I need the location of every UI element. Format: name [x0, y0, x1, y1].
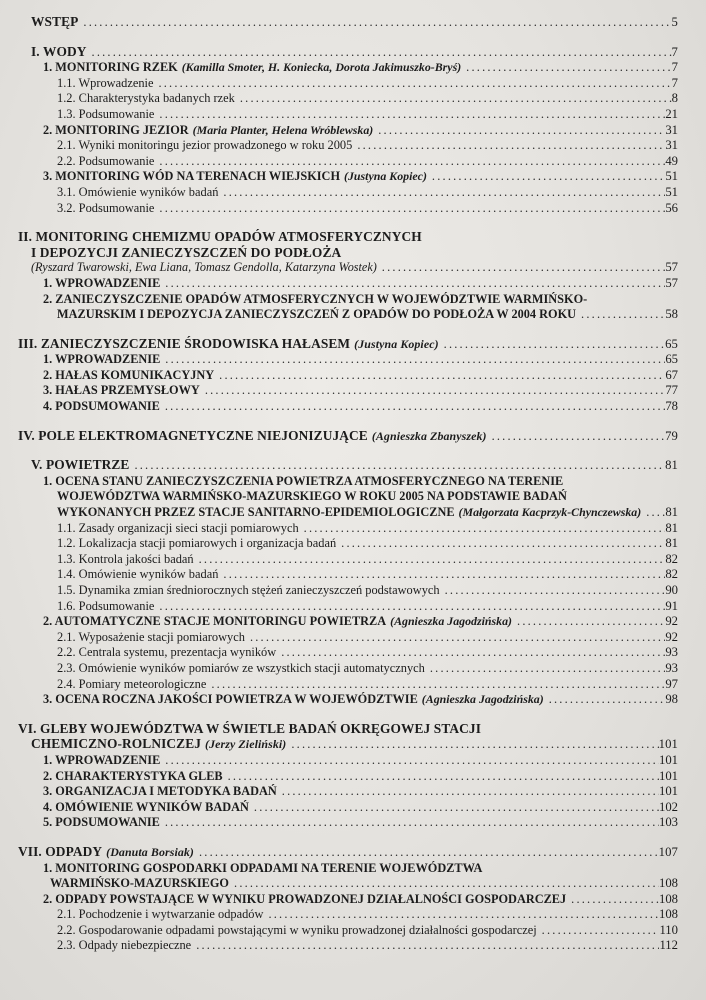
toc-leader-dots: [377, 260, 666, 276]
toc-page-number: 49: [665, 153, 678, 168]
toc-leader-dots: [200, 383, 666, 399]
toc-entry-label: WARMIŃSKO-MAZURSKIEGO: [50, 876, 230, 891]
toc-entry-label: 3.1. Omówienie wyników badań: [57, 184, 219, 199]
toc-page-number: 108: [658, 891, 678, 906]
toc-leader-dots: [160, 352, 665, 368]
toc-leader-dots: [153, 76, 671, 92]
toc-entry: [43, 123, 678, 139]
toc-page-number: 81: [665, 505, 678, 520]
toc-entry-author: (Maria Planter, Helena Wróblewska): [192, 122, 374, 137]
toc-entry-label: 5. PODSUMOWANIE: [43, 815, 160, 830]
toc-entry-label: 2.3. Omówienie wyników pomiarów ze wszystkich stacji automatycznych: [57, 660, 425, 675]
toc-entry-author: (Justyna Kopiec): [344, 169, 427, 184]
toc-entry: [57, 138, 678, 154]
toc-entry-label: 2. CHARAKTERYSTYKA GLEB: [43, 768, 223, 783]
toc-entry-author: (Danuta Borsiak): [106, 844, 194, 859]
toc-entry-label: 1. OCENA STANU ZANIECZYSZCZENIA POWIETRZA ATMOSFERYCZNEGO NA TERENIE: [43, 473, 564, 488]
toc-entry-label: 3. ORGANIZACJA I METODYKA BADAŃ: [43, 784, 277, 799]
toc-entry-label: 2.1. Wyposażenie stacji pomiarowych: [57, 629, 245, 644]
toc-leader-dots: [160, 276, 665, 292]
toc-page-number: 98: [665, 692, 678, 707]
toc-entry: [43, 399, 678, 415]
toc-page-number: 93: [665, 645, 678, 660]
toc-entry-author: (Agnieszka Zbanyszek): [371, 428, 487, 443]
toc-leader-dots: [440, 583, 666, 599]
toc-page-number: 51: [665, 184, 678, 199]
toc-entry-label: 4. OMÓWIENIE WYNIKÓW BADAŃ: [43, 799, 249, 814]
toc-leader-dots: [537, 923, 660, 939]
toc-page-number: 65: [665, 336, 678, 351]
toc-entry: [43, 769, 678, 785]
toc-page-number: 31: [665, 138, 678, 153]
toc-entry-label: 2.2. Centrala systemu, prezentacja wyników: [57, 645, 277, 660]
toc-entry: [43, 800, 678, 816]
toc-leader-dots: [512, 614, 665, 630]
toc-entry: [43, 169, 678, 185]
toc-entry: [57, 521, 678, 537]
toc-leader-dots: [223, 769, 659, 785]
toc-entry-label: 1. WPROWADZENIE: [43, 752, 161, 767]
toc-page-number: 92: [665, 629, 678, 644]
toc-page-number: 79: [665, 428, 678, 443]
toc-leader-dots: [160, 815, 659, 831]
toc-entry: [31, 736, 678, 753]
toc-entry-label: 2. ODPADY POWSTAJĄCE W WYNIKU PROWADZONEJ DZIAŁALNOŚCI GOSPODARCZEJ: [43, 891, 567, 906]
toc-page-number: 107: [658, 844, 678, 859]
toc-entry-label: (Ryszard Twarowski, Ewa Liana, Tomasz Gendolla, Katarzyna Wostek): [31, 260, 377, 275]
toc-leader-dots: [277, 784, 659, 800]
toc-page-number: 7: [671, 44, 678, 59]
toc-leader-dots: [154, 599, 665, 615]
toc-leader-dots: [129, 458, 665, 474]
toc-page-number: 31: [665, 122, 678, 137]
toc-entry: [43, 815, 678, 831]
toc-entry-label: 3.2. Podsumowanie: [57, 200, 155, 215]
toc-entry: [18, 721, 678, 737]
toc-page-number: 51: [665, 169, 678, 184]
toc-entry-label: 1.2. Charakterystyka badanych rzek: [57, 91, 235, 106]
toc-entry-label: 1. WPROWADZENIE: [43, 275, 161, 290]
toc-page-number: 21: [665, 106, 678, 121]
toc-entry: [43, 614, 678, 630]
toc-entry: [18, 229, 678, 245]
toc-entry-label: III. ZANIECZYSZCZENIE ŚRODOWISKA HAŁASEM: [18, 335, 351, 351]
toc-leader-dots: [299, 521, 666, 537]
toc-leader-dots: [352, 138, 665, 154]
toc-page-number: 101: [658, 752, 678, 767]
toc-entry: [57, 567, 678, 583]
toc-leader-dots: [276, 645, 665, 661]
toc-page-number: 67: [665, 367, 678, 382]
toc-entry-label: 2. ZANIECZYSZCZENIE OPADÓW ATMOSFERYCZNYCH W WOJEWÓDZTWIE WARMIŃSKO-: [43, 291, 588, 306]
toc-entry: [57, 505, 678, 521]
toc-entry-label: 2. HAŁAS KOMUNIKACYJNY: [43, 367, 215, 382]
toc-entry: [57, 599, 678, 615]
toc-page-number: 81: [665, 536, 678, 551]
toc-page-number: 82: [665, 567, 678, 582]
toc-entry: [43, 692, 678, 708]
toc-entry-label: 2. AUTOMATYCZNE STACJE MONITORINGU POWIETRZA: [43, 614, 387, 629]
toc-leader-dots: [194, 552, 666, 568]
toc-leader-dots: [191, 938, 659, 954]
toc-entry-label: 4. PODSUMOWANIE: [43, 399, 160, 414]
toc-page-number: 102: [658, 799, 678, 814]
toc-page-number: 103: [658, 815, 678, 830]
toc-page-number: 7: [671, 75, 678, 90]
toc-leader-dots: [544, 692, 666, 708]
toc-leader-dots: [425, 661, 665, 677]
toc-entry: [43, 383, 678, 399]
toc-page-number: 108: [658, 876, 678, 891]
toc-entry-label: 2. MONITORING JEZIOR: [43, 122, 189, 137]
toc-entry-label: 2.2. Podsumowanie: [57, 153, 155, 168]
toc-entry-label: 1.4. Omówienie wyników badań: [57, 567, 219, 582]
toc-entry: [57, 923, 678, 939]
toc-entry-label: 1. MONITORING GOSPODARKI ODPADAMI NA TERENIE WOJEWÓDZTWA: [43, 860, 483, 875]
toc-page-number: 56: [665, 200, 678, 215]
toc-entry-label: 2.1. Wyniki monitoringu jezior prowadzonego w roku 2005: [57, 138, 353, 153]
toc-entry-label: VII. ODPADY: [18, 843, 103, 859]
toc-entry-label: I. WODY: [31, 43, 87, 59]
toc-page-number: 97: [665, 676, 678, 691]
toc-entry-label: 3. HAŁAS PRZEMYSŁOWY: [43, 383, 200, 398]
toc-entry-label: MAZURSKIM I DEPOZYCJA ZANIECZYSZCZEŃ Z OPADÓW DO PODŁOŻA W 2004 ROKU: [57, 307, 577, 322]
toc-leader-dots: [263, 907, 659, 923]
toc-entry-author: (Jerzy Zieliński): [205, 737, 287, 752]
toc-entry-label: WSTĘP: [31, 14, 79, 29]
toc-entry: [57, 552, 678, 568]
toc-leader-dots: [218, 567, 665, 583]
toc-page-number: 92: [665, 614, 678, 629]
toc-entry: [57, 938, 678, 954]
toc-entry-author: (Kamilla Smoter, H. Koniecka, Dorota Jakimuszko-Bryś): [181, 60, 462, 75]
toc-entry-label: IV. POLE ELEKTROMAGNETYCZNE NIEJONIZUJĄCE: [18, 427, 368, 443]
toc-page-number: 78: [665, 399, 678, 414]
toc-entry-label: 2.4. Pomiary meteorologiczne: [57, 676, 207, 691]
toc-leader-dots: [78, 15, 671, 31]
toc-leader-dots: [439, 337, 665, 353]
toc-entry: [31, 245, 678, 261]
toc-leader-dots: [160, 753, 659, 769]
toc-entry-label: 3. MONITORING WÓD NA TERENACH WIEJSKICH: [43, 169, 341, 184]
toc-entry: [57, 185, 678, 201]
toc-entry: [31, 44, 678, 61]
toc-page-number: 112: [659, 938, 678, 953]
toc-entry: [31, 260, 678, 276]
toc-entry-label: 1.5. Dynamika zmian średniorocznych stężeń zanieczyszczeń podstawowych: [57, 583, 440, 597]
toc-entry-label: 1.3. Podsumowanie: [57, 106, 155, 121]
toc-entry: [57, 661, 678, 677]
toc-entry-label: 1.1. Zasady organizacji sieci stacji pomiarowych: [57, 520, 299, 535]
toc-entry: [57, 489, 678, 505]
toc-entry-label: 1.3. Kontrola jakości badań: [57, 551, 194, 566]
toc-entry: [43, 352, 678, 368]
toc-entry-label: 1.6. Podsumowanie: [57, 598, 155, 613]
toc-entry-label: V. POWIETRZE: [31, 457, 130, 473]
toc-entry: [57, 536, 678, 552]
toc-leader-dots: [566, 892, 659, 908]
toc-leader-dots: [427, 169, 665, 185]
toc-page-number: 58: [665, 307, 678, 322]
toc-leader-dots: [229, 876, 659, 892]
toc-entry-author: (Agnieszka Jagodzińska): [390, 614, 513, 629]
toc-entry: [43, 368, 678, 384]
toc-entry: [57, 91, 678, 107]
toc-entry-label: II. MONITORING CHEMIZMU OPADÓW ATMOSFERYCZNYCH: [18, 229, 422, 245]
toc-entry: [57, 677, 678, 693]
toc-entry-label: 1. MONITORING RZEK: [43, 60, 178, 75]
toc-leader-dots: [245, 630, 665, 646]
toc-entry-label: 3. OCENA ROCZNA JAKOŚCI POWIETRZA W WOJEWÓDZTWIE: [43, 692, 418, 707]
toc-leader-dots: [160, 399, 665, 415]
toc-page-number: 93: [665, 660, 678, 675]
toc-leader-dots: [576, 307, 665, 323]
toc-leader-dots: [487, 429, 666, 445]
toc-entry-label: I DEPOZYCJI ZANIECZYSZCZEŃ DO PODŁOŻA: [31, 244, 342, 260]
toc-entry-label: WYKONANYCH PRZEZ STACJE SANITARNO-EPIDEMIOLOGICZNE: [57, 505, 455, 520]
toc-entry: [57, 76, 678, 92]
toc-leader-dots: [194, 845, 659, 861]
toc-page-number: 5: [671, 15, 678, 29]
toc-entry-label: VI. GLEBY WOJEWÓDZTWA W ŚWIETLE BADAŃ OKRĘGOWEJ STACJI: [18, 720, 482, 736]
toc-entry-label: 2.1. Pochodzenie i wytwarzanie odpadów: [57, 907, 264, 922]
toc-page-number: 81: [665, 520, 678, 535]
toc-entry: [43, 292, 678, 308]
toc-leader-dots: [373, 123, 665, 139]
toc-page-number: 65: [665, 352, 678, 367]
toc-entry: [57, 630, 678, 646]
toc-page-number: 110: [659, 922, 678, 937]
toc-leader-dots: [286, 737, 658, 753]
toc-entry-label: 1.1. Wprowadzenie: [57, 75, 154, 90]
toc-entry: [57, 907, 678, 923]
toc-entry: [57, 645, 678, 661]
toc-leader-dots: [461, 60, 671, 76]
toc-entry: [18, 336, 678, 353]
toc: [18, 14, 678, 954]
toc-entry-label: WOJEWÓDZTWA WARMIŃSKO-MAZURSKIEGO W ROKU 2005 NA PODSTAWIE BADAŃ: [57, 489, 567, 504]
toc-leader-dots: [154, 107, 665, 123]
toc-leader-dots: [154, 201, 665, 217]
toc-leader-dots: [154, 154, 665, 170]
toc-entry-label: CHEMICZNO-ROLNICZEJ: [31, 736, 202, 752]
toc-page-number: 101: [658, 784, 678, 799]
toc-entry: [43, 892, 678, 908]
toc-page-number: 101: [658, 737, 678, 752]
toc-entry: [57, 583, 678, 599]
toc-leader-dots: [87, 45, 672, 61]
toc-entry: [18, 428, 678, 445]
toc-page-number: 57: [665, 275, 678, 290]
toc-entry: [57, 107, 678, 123]
toc-entry: [57, 201, 678, 217]
toc-page-number: 91: [665, 598, 678, 613]
toc-leader-dots: [218, 185, 665, 201]
toc-page-number: 81: [665, 458, 678, 473]
toc-entry-label: 1.2. Lokalizacja stacji pomiarowych i organizacja badań: [57, 536, 337, 551]
toc-entry: [43, 861, 678, 877]
toc-leader-dots: [206, 677, 665, 693]
toc-entry: [57, 307, 678, 323]
toc-page-number: 101: [658, 768, 678, 783]
toc-page-number: 82: [665, 551, 678, 566]
toc-entry: [18, 844, 678, 861]
toc-entry-label: 2.2. Gospodarowanie odpadami powstającymi w wyniku prowadzonej działalności gospodarczej: [57, 922, 537, 937]
toc-entry: [50, 876, 678, 892]
toc-entry-author: (Agnieszka Jagodzińska): [421, 692, 544, 707]
toc-page-number: 57: [665, 260, 678, 275]
toc-entry: [43, 784, 678, 800]
toc-page-number: 8: [671, 91, 678, 106]
toc-leader-dots: [641, 505, 665, 521]
toc-entry: [43, 60, 678, 76]
toc-entry: [43, 753, 678, 769]
toc-page-number: 108: [658, 907, 678, 922]
toc-entry-author: (Justyna Kopiec): [354, 336, 439, 351]
toc-entry: [43, 276, 678, 292]
toc-entry: [31, 457, 678, 474]
toc-entry-label: 1. WPROWADZENIE: [43, 352, 161, 367]
toc-entry: [31, 14, 678, 31]
toc-page-number: 90: [665, 583, 678, 597]
toc-entry-author: (Małgorzata Kacprzyk-Chynczewska): [458, 505, 642, 520]
toc-page-number: 77: [665, 383, 678, 398]
toc-leader-dots: [214, 368, 665, 384]
toc-leader-dots: [336, 536, 665, 552]
toc-entry: [43, 474, 678, 490]
toc-leader-dots: [235, 91, 672, 107]
toc-entry: [57, 154, 678, 170]
toc-entry-label: 2.3. Odpady niebezpieczne: [57, 938, 192, 953]
toc-page-number: 7: [671, 60, 678, 75]
toc-leader-dots: [249, 800, 659, 816]
